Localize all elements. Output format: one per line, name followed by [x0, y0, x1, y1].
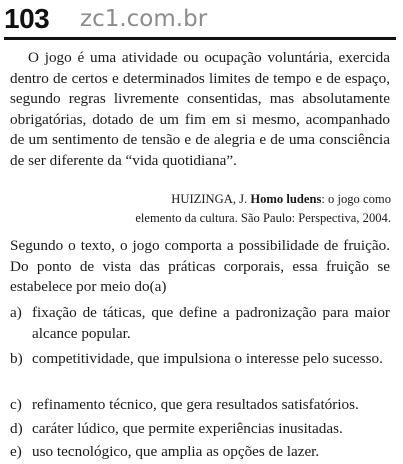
option-text: uso tecnológico, que amplia as opções de lazer.	[32, 443, 320, 460]
option-letter: d)	[10, 420, 23, 437]
question-header	[4, 2, 396, 36]
citation-publisher: elemento da cultura. São Paulo: Perspectiva, 2004.	[135, 211, 391, 225]
citation-subtitle: : o jogo como	[321, 192, 391, 206]
question-number: 103	[4, 3, 50, 34]
option-text: competitividade, que impulsiona o interesse pelo sucesso.	[32, 350, 383, 367]
option-letter: b)	[10, 350, 23, 367]
site-watermark: zc1.com.br	[80, 6, 208, 32]
option-c[interactable]	[10, 394, 390, 415]
option-d[interactable]	[10, 418, 390, 439]
question-stem: Segundo o texto, o jogo comporta a possibilidade de fruição. Do ponto de vista das práticas corporais, essa fruição se estabelece por meio do(a)	[10, 237, 390, 295]
option-a[interactable]	[10, 302, 390, 344]
option-text: fixação de táticas, que define a padronização para maior alcance popular.	[32, 304, 390, 342]
option-b[interactable]	[10, 348, 390, 369]
option-letter: e)	[10, 443, 22, 460]
citation	[91, 190, 391, 228]
option-text: refinamento técnico, que gera resultados satisfatórios.	[32, 396, 359, 413]
option-e[interactable]	[10, 441, 390, 462]
option-letter: c)	[10, 396, 22, 413]
option-letter: a)	[10, 304, 22, 321]
citation-title: Homo ludens	[250, 192, 322, 206]
passage-text: O jogo é uma atividade ou ocupação voluntária, exercida dentro de certos e determinados limites de tempo e de espaço, segundo regras livremente consentidas, mas absolutamente obrigatórias, dotado de um fim em si mesmo, acompanhado de um sentimento de tensão e de alegria e de uma consciência de ser diferente da “vida quotidiana”.	[10, 49, 390, 169]
citation-author: HUIZINGA, J.	[171, 192, 248, 206]
header-rule	[4, 37, 396, 40]
option-text: caráter lúdico, que permite experiências inusitadas.	[32, 420, 343, 437]
